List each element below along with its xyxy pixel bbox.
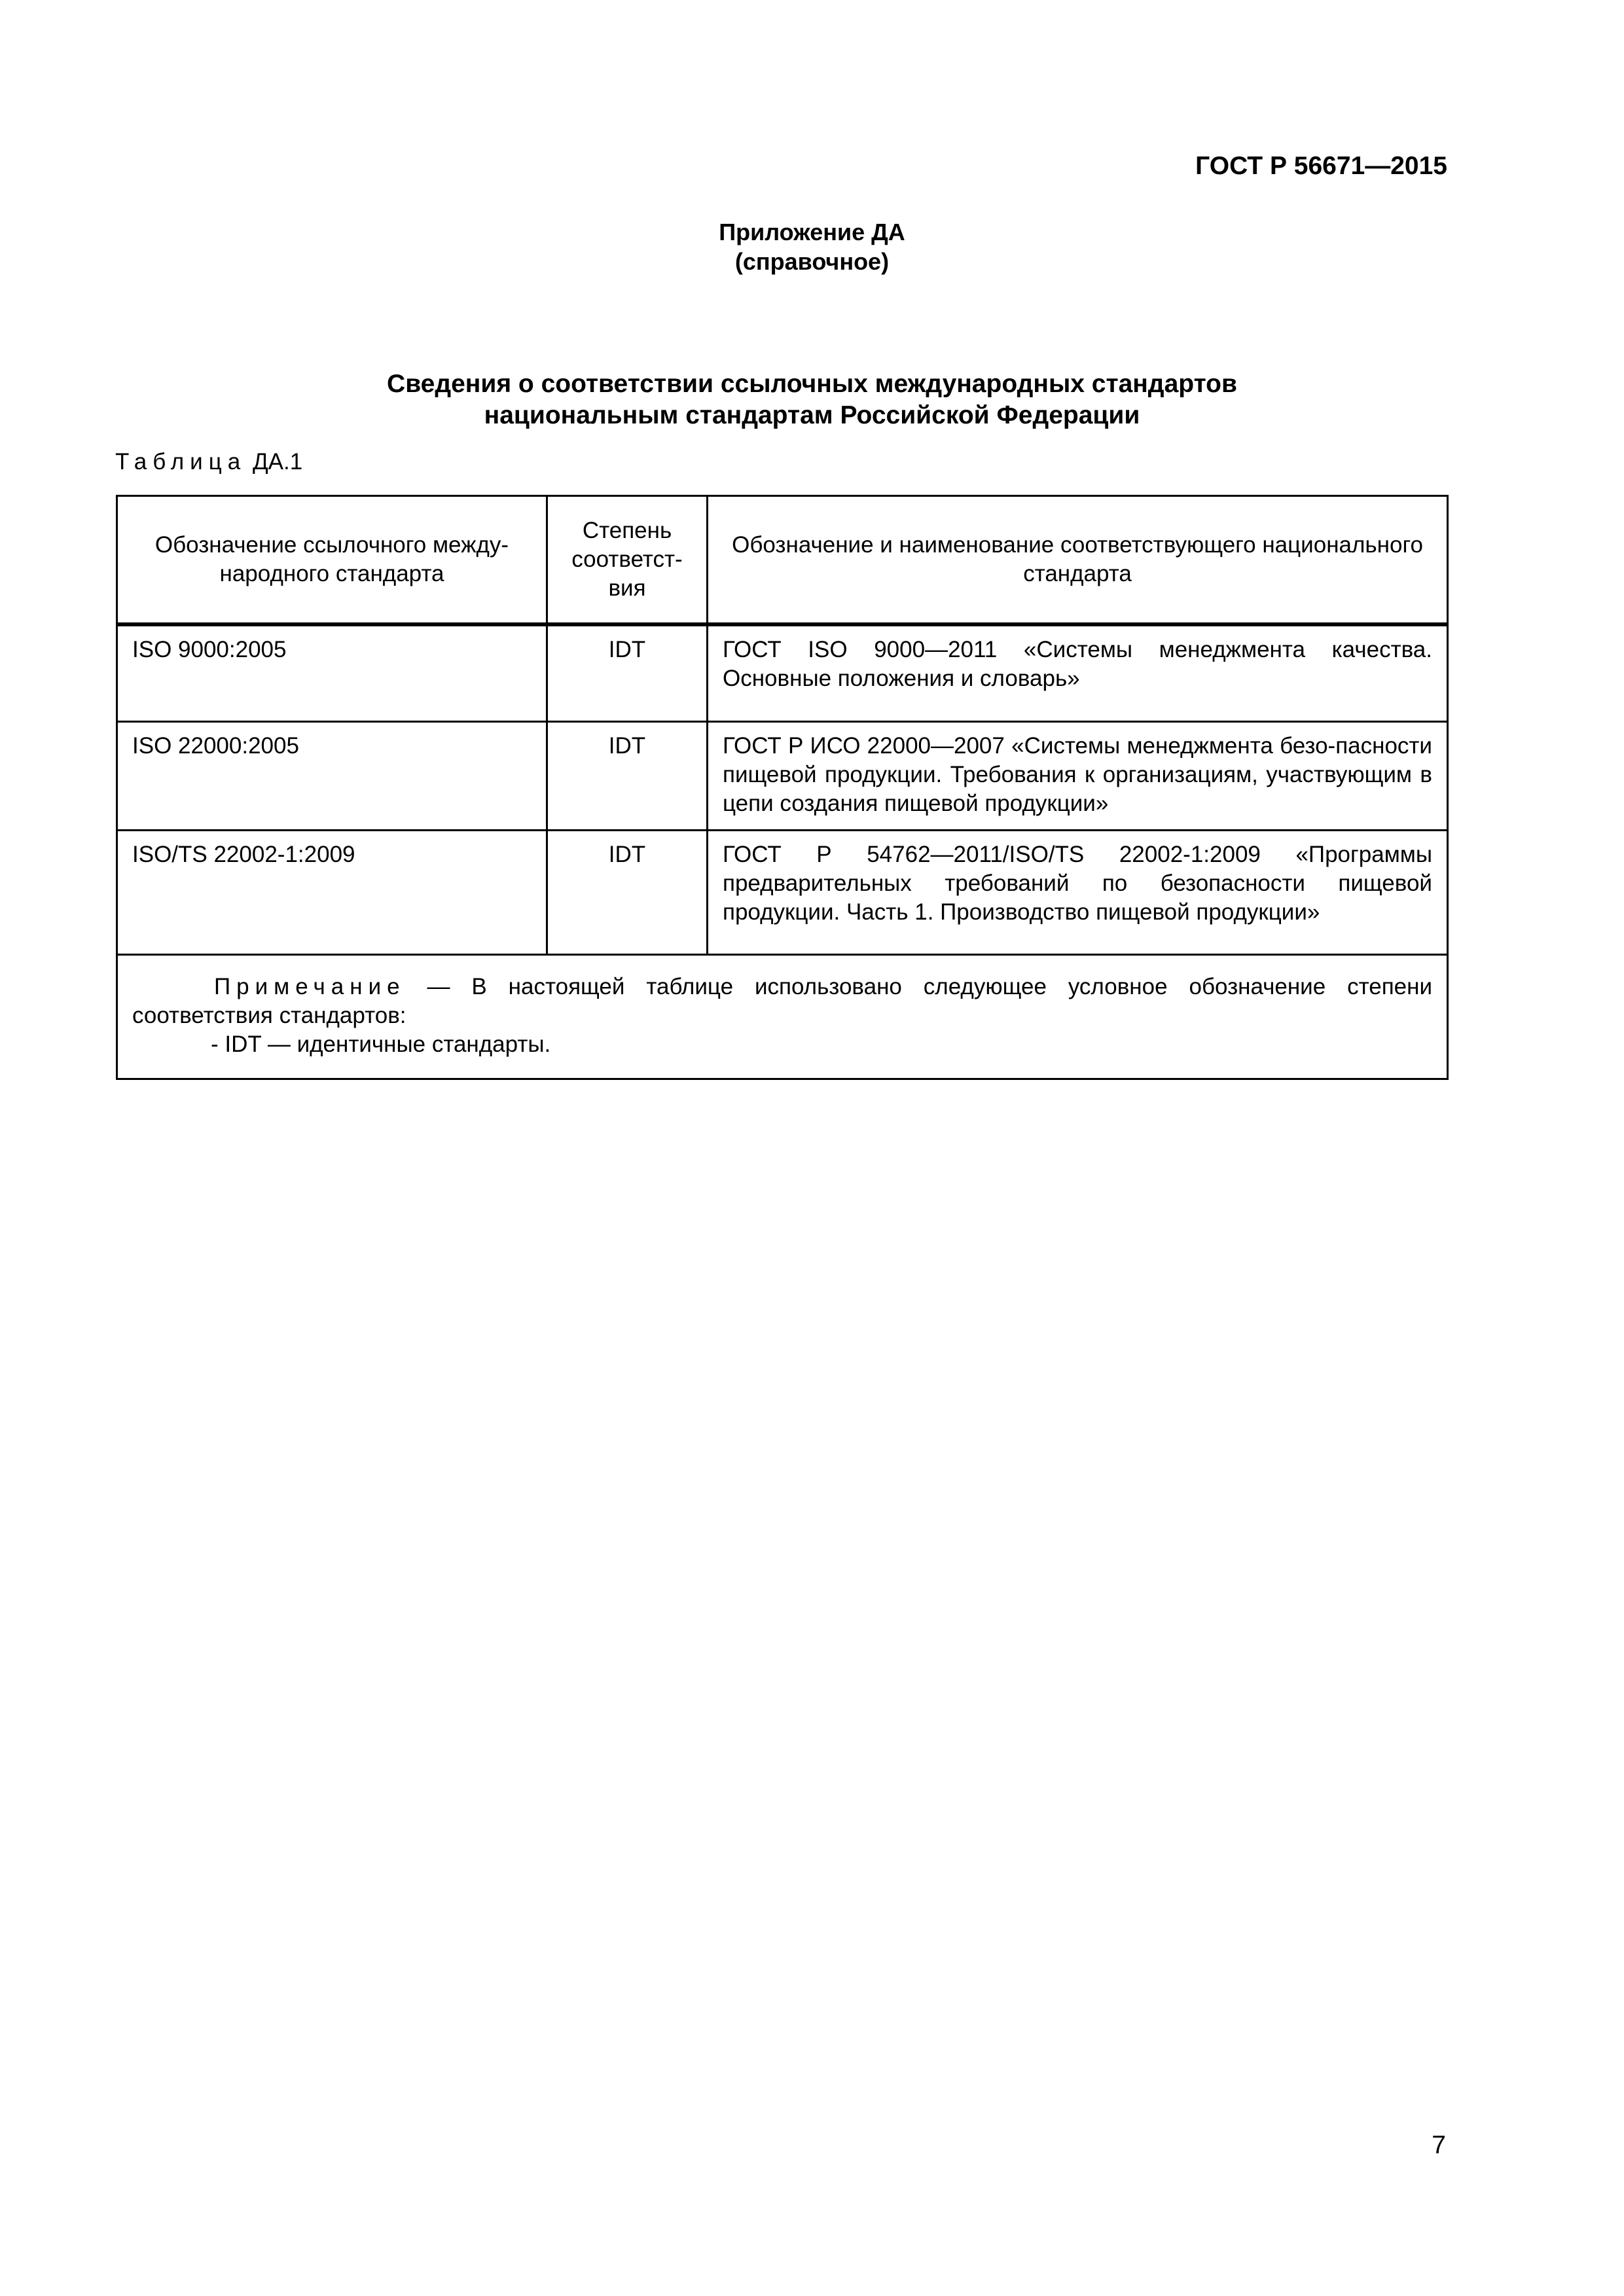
table-caption: [115, 449, 302, 475]
cell-degree: IDT: [547, 831, 708, 955]
section-title: [0, 368, 1624, 431]
cell-reference: ISO 22000:2005: [117, 722, 547, 831]
cell-national: ГОСТ Р 54762—2011/ISO/TS 22002-1:2009 «Программы предварительных требований по безопасности пищевой продукции. Часть 1. Производство пищевой продукции»: [708, 831, 1448, 955]
section-title-line2: национальным стандартам Российской Федерации: [484, 401, 1140, 429]
appendix-subtitle: (справочное): [734, 248, 890, 275]
cell-degree: IDT: [547, 722, 708, 831]
appendix-title: Приложение ДА: [719, 219, 905, 245]
note-text: [132, 973, 1432, 1030]
note-label: Примечание: [214, 974, 406, 999]
cell-national: ГОСТ ISO 9000—2011 «Системы менеджмента качества. Основные положения и словарь»: [708, 624, 1448, 722]
table-row: [117, 722, 1448, 831]
note-item: - IDT — идентичные стандарты.: [211, 1031, 551, 1057]
table-note-row: [117, 955, 1448, 1079]
column-header-reference: Обозначение ссылочного между-народного стандарта: [117, 496, 547, 624]
table-caption-word: Таблица: [115, 449, 247, 475]
cell-reference: ISO 9000:2005: [117, 624, 547, 722]
table-note: [117, 955, 1448, 1079]
cell-reference: ISO/TS 22002-1:2009: [117, 831, 547, 955]
table-header-row: [117, 496, 1448, 624]
note-body: — В настоящей таблице использовано следующее условное обозначение степени соответствия стандартов:: [132, 974, 1432, 1028]
cell-degree: IDT: [547, 624, 708, 722]
document-code: ГОСТ Р 56671—2015: [1195, 152, 1447, 180]
column-header-national: Обозначение и наименование соответствующего национального стандарта: [708, 496, 1448, 624]
table-row: [117, 831, 1448, 955]
table-row: [117, 624, 1448, 722]
section-title-line1: Сведения о соответствии ссылочных международных стандартов: [387, 370, 1237, 398]
column-header-degree: Степень соответст-вия: [547, 496, 708, 624]
correspondence-table: [116, 495, 1449, 1080]
appendix-heading: [0, 217, 1624, 276]
table-caption-id: ДА.1: [252, 449, 303, 475]
cell-national: ГОСТ Р ИСО 22000—2007 «Системы менеджмента безо-пасности пищевой продукции. Требования к организациям, участвующим в цепи создания пищевой продукции»: [708, 722, 1448, 831]
page-number: 7: [1432, 2131, 1446, 2159]
